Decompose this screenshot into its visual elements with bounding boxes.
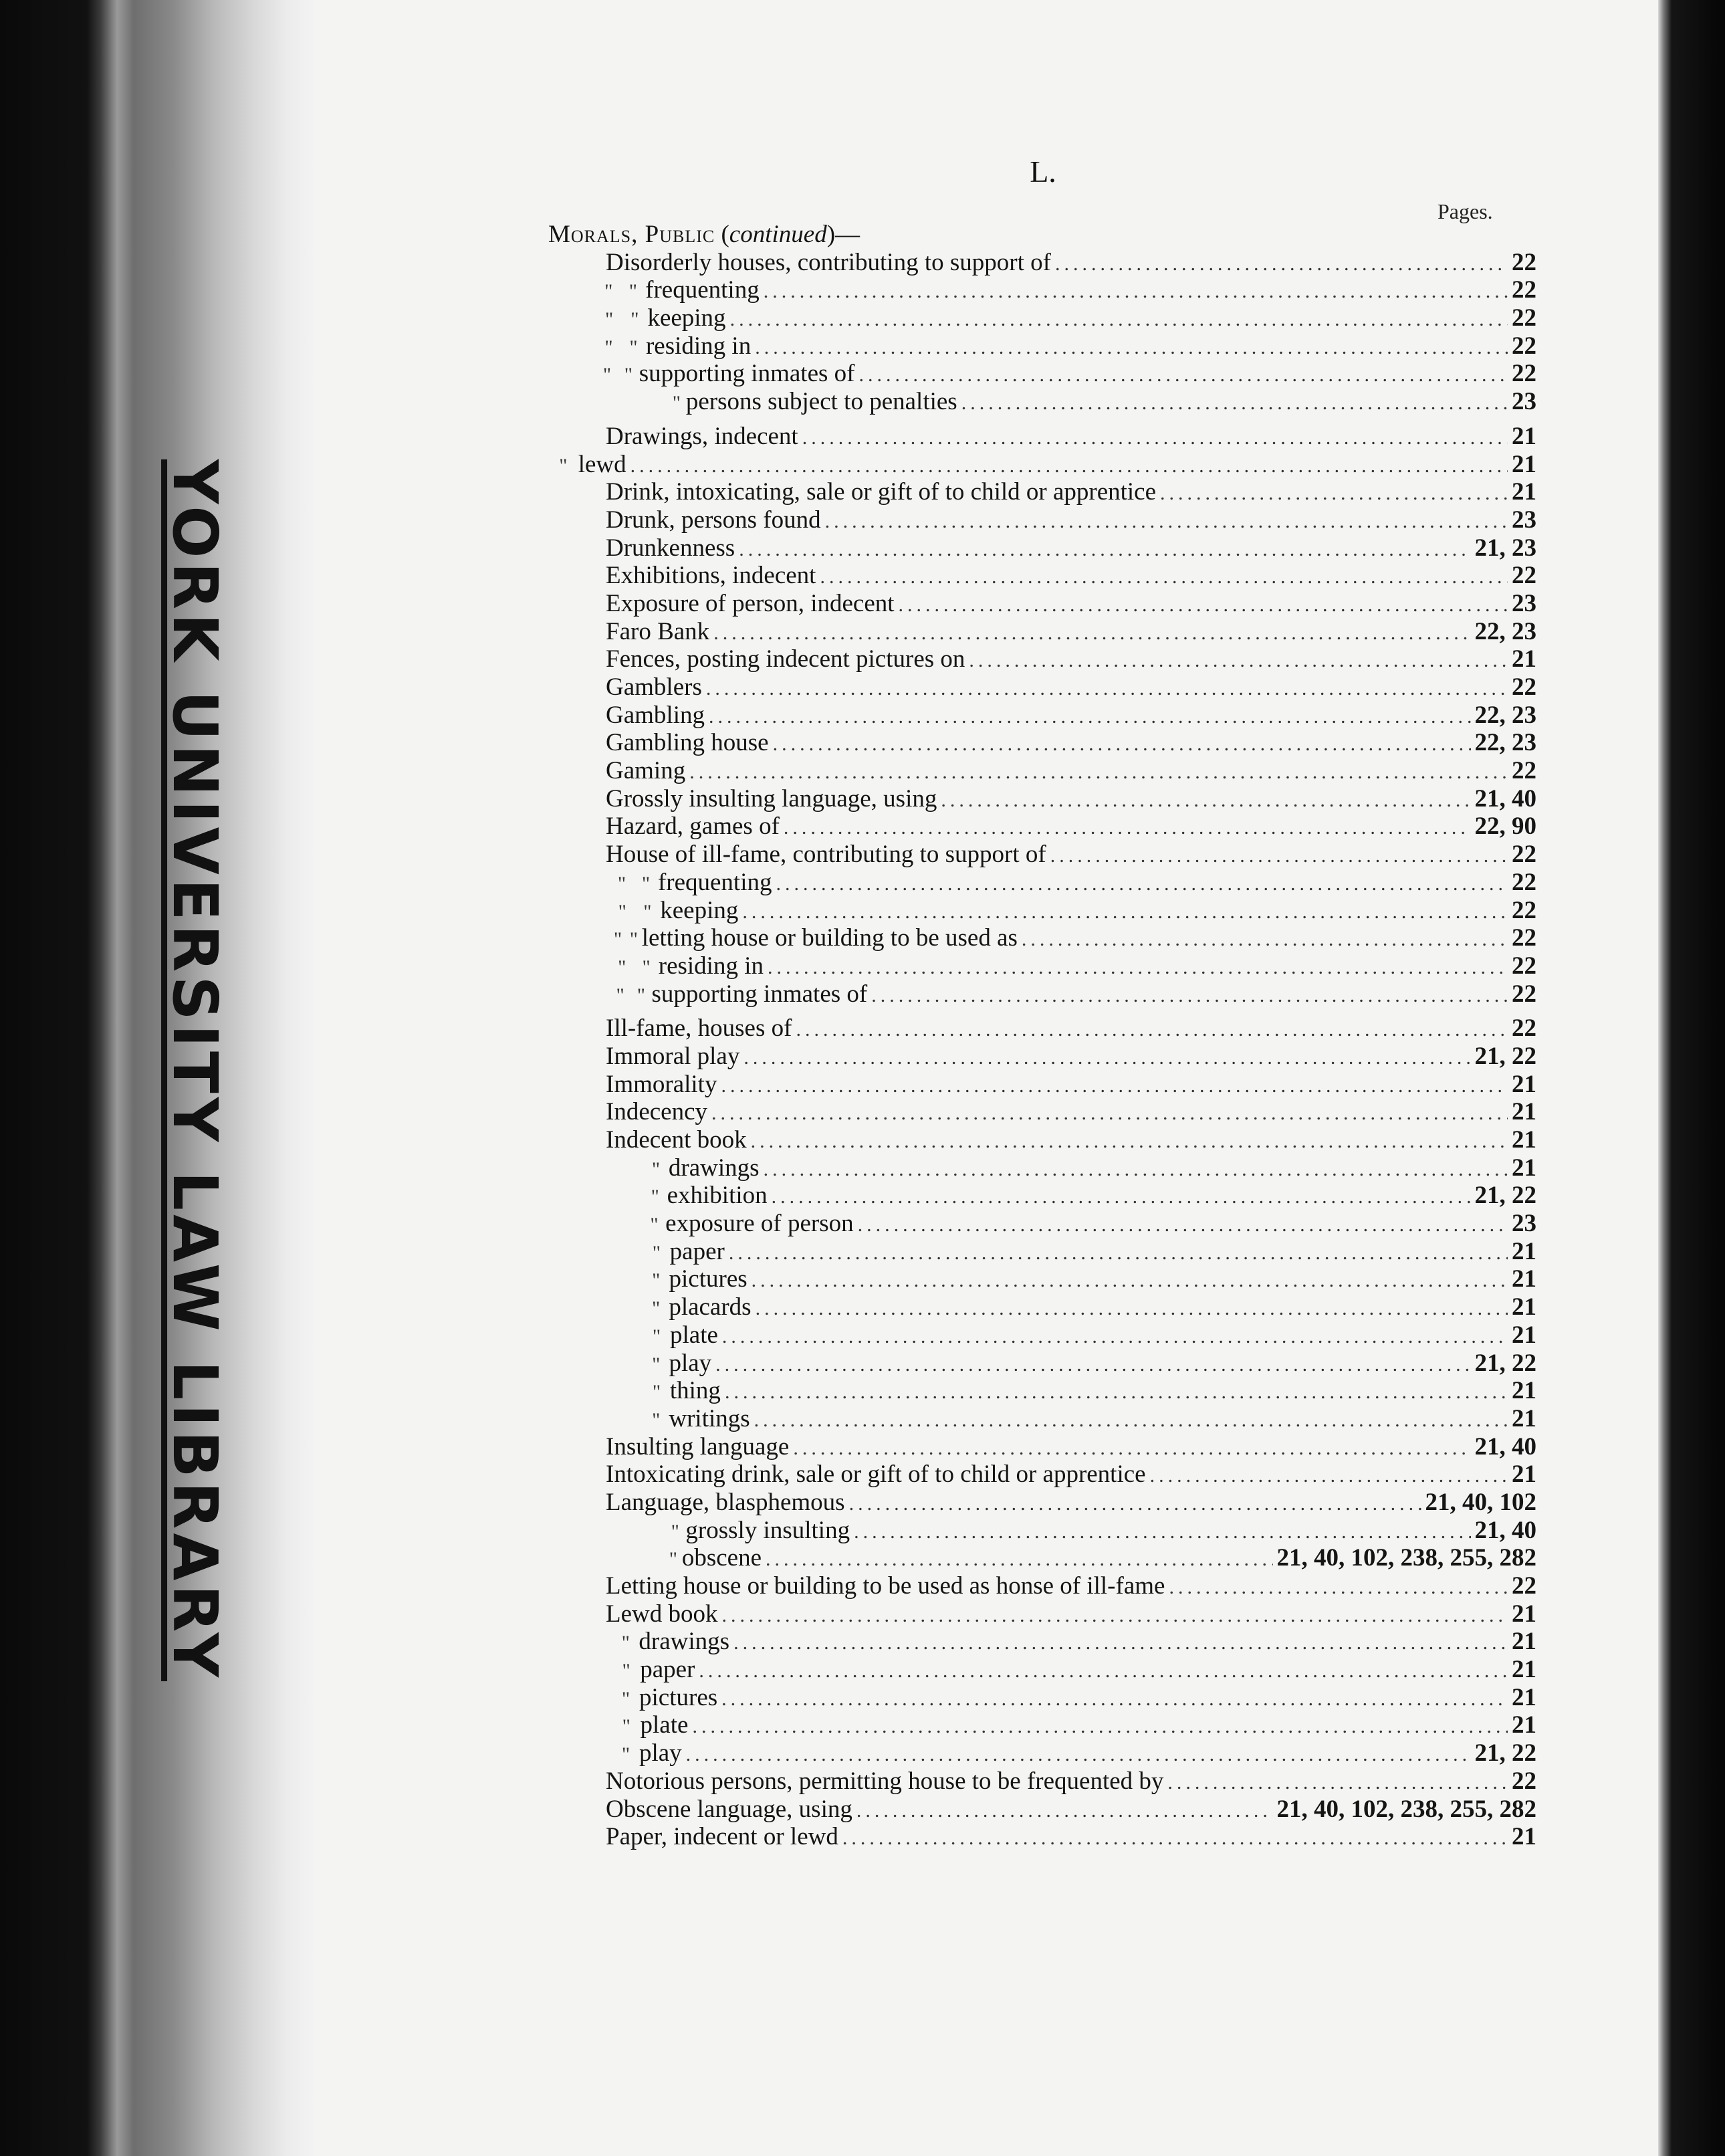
ditto-mark: " — [652, 1408, 661, 1431]
index-entry-pages: 22 — [1512, 896, 1536, 924]
index-entry-label: persons subject to penalties — [685, 388, 957, 416]
index-entry-label: plate — [640, 1711, 689, 1739]
ditto-mark: " — [629, 928, 638, 951]
index-entry-pages: 21 — [1512, 422, 1536, 450]
index-entry — [548, 534, 1536, 562]
index-entry-pages: 22 — [1512, 248, 1536, 276]
ditto-mark: " — [671, 1520, 679, 1543]
index-entry-pages: 22 — [1512, 924, 1536, 952]
leader-dots — [941, 786, 1470, 815]
leader-dots — [858, 361, 1508, 389]
leader-dots — [1022, 926, 1508, 954]
leader-dots — [849, 1490, 1421, 1518]
index-entry — [548, 1767, 1536, 1796]
ditto-mark: " — [629, 336, 638, 358]
index-entry — [548, 785, 1536, 813]
index-entry-pages: 21, 40 — [1474, 1432, 1536, 1461]
index-entry — [548, 1043, 1536, 1071]
index-entry-label: Faro Bank — [606, 617, 710, 645]
index-entry-label: Notorious persons, permitting house to be frequented by — [606, 1767, 1164, 1795]
index-entry-label: Insulting language — [606, 1432, 790, 1461]
index-entry-label: Hazard, games of — [606, 813, 780, 841]
index-entry-label: paper — [640, 1656, 695, 1684]
leader-dots — [768, 954, 1508, 982]
leader-dots — [776, 870, 1508, 898]
index-entry-pages: 23 — [1512, 589, 1536, 617]
index-entry — [548, 1377, 1536, 1405]
index-entries — [548, 221, 1536, 1851]
leader-dots — [722, 1602, 1508, 1630]
ditto-mark: " — [641, 872, 651, 895]
index-entry — [548, 1321, 1536, 1350]
leader-dots — [899, 591, 1508, 619]
index-entry-label: keeping — [660, 896, 739, 924]
leader-dots — [729, 1239, 1508, 1267]
index-entry — [548, 1517, 1536, 1545]
leader-dots — [630, 452, 1508, 480]
index-entry — [548, 952, 1536, 980]
ditto-mark: " — [604, 308, 614, 331]
index-entry — [548, 1098, 1536, 1126]
index-entry-pages: 21, 40 — [1474, 784, 1536, 813]
index-entry — [548, 1265, 1536, 1293]
index-entry-pages: 23 — [1512, 506, 1536, 534]
index-entry-label: Obscene language, using — [606, 1795, 852, 1823]
index-entry — [548, 980, 1536, 1008]
ditto-mark: " — [652, 1353, 661, 1376]
index-entry-label: Lewd book — [606, 1600, 718, 1628]
leader-dots — [773, 730, 1471, 758]
index-entry — [548, 1210, 1536, 1238]
index-entry-pages: 21, 22 — [1474, 1739, 1536, 1767]
index-entry-label: Disorderly houses, contributing to support of — [606, 248, 1051, 276]
index-entry-label: lewd — [578, 450, 626, 478]
ditto-mark: " — [617, 872, 626, 895]
index-entry — [548, 388, 1536, 416]
index-entry-label: Language, blasphemous — [606, 1488, 845, 1516]
index-entry-pages: 22 — [1512, 841, 1536, 869]
ditto-mark: " — [628, 280, 637, 303]
leader-dots — [721, 1685, 1508, 1713]
ditto-mark: " — [642, 956, 651, 978]
index-entry-pages: 22 — [1512, 1767, 1536, 1795]
index-entry-pages: 21 — [1512, 1293, 1536, 1321]
ditto-mark: " — [621, 1743, 630, 1766]
index-entry-label: letting house or building to be used as — [641, 924, 1018, 952]
ditto-mark: " — [652, 1297, 661, 1320]
index-entry-label: Intoxicating drink, sale or gift of to child or apprentice — [606, 1461, 1146, 1489]
index-entry-label: placards — [669, 1293, 752, 1321]
index-entry-label: Gambling — [606, 701, 705, 729]
leader-dots — [709, 703, 1471, 731]
index-entry-pages: 22 — [1512, 673, 1536, 701]
leader-dots — [752, 1267, 1508, 1295]
index-heading-continued: continued — [729, 221, 827, 248]
ditto-mark: " — [618, 900, 626, 923]
section-letter: L. — [1030, 154, 1056, 189]
index-entry-label: Letting house or building to be used as honse of ill-fame — [606, 1572, 1165, 1600]
index-entry — [548, 332, 1536, 360]
leader-dots — [858, 1211, 1508, 1239]
index-heading: Morals, Public ( continued ) — — [548, 221, 860, 248]
index-entry-label: thing — [669, 1377, 721, 1405]
index-entry-label: Ill-fame, houses of — [606, 1014, 792, 1043]
ditto-mark: " — [637, 984, 646, 1006]
index-entry-label: frequenting — [645, 276, 760, 304]
index-entry — [548, 1656, 1536, 1684]
index-entry-label: House of ill-fame, contributing to support of — [606, 841, 1046, 869]
index-entry — [548, 276, 1536, 304]
index-entry-label: supporting inmates of — [651, 980, 868, 1008]
index-entry-label: Exhibitions, indecent — [606, 562, 816, 590]
ditto-mark: " — [621, 1632, 630, 1654]
index-entry — [548, 841, 1536, 869]
index-entry — [548, 1238, 1536, 1266]
leader-dots — [820, 563, 1508, 591]
index-entry — [548, 1628, 1536, 1656]
index-entry — [548, 1739, 1536, 1767]
leader-dots — [711, 1099, 1508, 1127]
ditto-mark: " — [652, 1381, 661, 1404]
index-entry — [548, 1544, 1536, 1572]
ditto-mark: " — [559, 454, 568, 477]
index-entry-pages: 21 — [1512, 1265, 1536, 1293]
leader-dots — [730, 306, 1508, 334]
ditto-mark: " — [621, 1687, 630, 1710]
index-entry — [548, 451, 1536, 479]
index-entry — [548, 562, 1536, 590]
index-entry-pages: 21, 22 — [1474, 1042, 1536, 1070]
index-entry-label: Drink, intoxicating, sale or gift of to child or apprentice — [606, 478, 1157, 506]
index-entry — [548, 924, 1536, 952]
index-entry-pages: 21, 40, 102 — [1425, 1488, 1536, 1516]
leader-dots — [1167, 1769, 1508, 1797]
index-entry-label: frequenting — [657, 868, 772, 896]
leader-dots — [961, 389, 1508, 417]
index-entry — [548, 1126, 1536, 1154]
index-entry-label: play — [639, 1739, 682, 1767]
index-entry — [548, 1489, 1536, 1517]
leader-dots — [764, 278, 1508, 306]
index-entry-pages: 21 — [1512, 1628, 1536, 1656]
leader-dots — [1169, 1574, 1508, 1602]
index-entry-pages: 21 — [1512, 1823, 1536, 1851]
library-stamp-text: YORK UNIVERSITY LAW LIBRARY — [159, 459, 231, 1681]
leader-dots — [784, 814, 1471, 842]
index-entry-label: Exposure of person, indecent — [606, 589, 895, 617]
index-entry — [548, 590, 1536, 618]
ditto-mark: " — [604, 336, 613, 358]
index-entry — [548, 1823, 1536, 1851]
leader-dots — [725, 1378, 1508, 1406]
index-entry-label: Paper, indecent or lewd — [606, 1823, 838, 1851]
leader-dots — [1160, 479, 1508, 508]
index-entry-label: keeping — [647, 304, 726, 332]
index-entry — [548, 702, 1536, 730]
leader-dots — [699, 1657, 1508, 1685]
leader-dots — [802, 424, 1508, 452]
index-entry — [548, 897, 1536, 925]
index-entry-pages: 22 — [1512, 276, 1536, 304]
index-entry — [548, 1014, 1536, 1043]
index-entry-pages: 22, 23 — [1474, 701, 1536, 729]
ditto-mark: " — [630, 308, 639, 331]
index-entry — [548, 249, 1536, 277]
index-entry-label: play — [669, 1349, 712, 1377]
index-entry-pages: 22 — [1511, 332, 1536, 360]
index-entry — [548, 673, 1536, 702]
index-entry-pages: 21, 22 — [1474, 1182, 1536, 1210]
leader-dots — [871, 982, 1508, 1010]
index-entry — [548, 360, 1536, 388]
leader-dots — [756, 1295, 1508, 1323]
index-entry — [548, 1684, 1536, 1712]
index-entry-label: Immoral play — [606, 1042, 740, 1070]
ditto-mark: " — [672, 392, 681, 415]
index-entry — [548, 1796, 1536, 1824]
index-entry-pages: 21 — [1512, 1711, 1536, 1739]
leader-dots — [739, 536, 1470, 564]
index-entry-pages: 21 — [1512, 1404, 1536, 1432]
index-entry-pages: 21 — [1512, 645, 1536, 673]
index-entry-label: Gamblers — [606, 673, 702, 701]
index-entry — [548, 506, 1536, 534]
index-entry-label: plate — [670, 1321, 718, 1349]
index-entry-pages: 21 — [1512, 1321, 1536, 1349]
index-entry-label: Drunkenness — [606, 534, 735, 562]
index-heading-name: Morals, Public — [548, 221, 715, 248]
index-entry — [548, 1572, 1536, 1600]
index-entry-label: Immorality — [606, 1070, 717, 1098]
leader-dots — [733, 1629, 1508, 1657]
index-entry — [548, 1350, 1536, 1378]
leader-dots — [755, 334, 1508, 362]
index-entry-pages: 23 — [1512, 388, 1536, 416]
ditto-mark: " — [616, 984, 624, 1006]
ditto-mark: " — [604, 280, 613, 303]
index-entry — [548, 813, 1536, 841]
leader-dots — [1150, 1462, 1508, 1490]
page-right-edge — [1658, 0, 1725, 2156]
index-entry-label: pictures — [669, 1265, 748, 1293]
ditto-mark: " — [602, 364, 612, 387]
ditto-mark: " — [618, 956, 626, 978]
ditto-mark: " — [651, 1186, 659, 1208]
leader-dots — [854, 1518, 1470, 1546]
leader-dots — [743, 1044, 1470, 1072]
leader-dots — [842, 1824, 1508, 1852]
index-entry-label: Grossly insulting language, using — [606, 784, 937, 813]
index-entry-pages: 21 — [1512, 478, 1536, 506]
index-entry-label: exhibition — [667, 1182, 768, 1210]
index-entry-label: Drunk, persons found — [606, 506, 821, 534]
index-entry — [548, 1154, 1536, 1182]
index-entry-pages: 21 — [1512, 1683, 1536, 1711]
index-entry-label: residing in — [658, 952, 764, 980]
index-entry-label: pictures — [639, 1683, 718, 1711]
leader-dots — [706, 675, 1508, 703]
index-entry-pages: 21, 23 — [1474, 534, 1536, 562]
index-entry-pages: 21 — [1512, 1237, 1536, 1265]
ditto-mark: " — [669, 1548, 678, 1571]
index-entry — [548, 757, 1536, 785]
index-entry-pages: 21 — [1512, 1154, 1536, 1182]
leader-dots — [754, 1406, 1508, 1434]
ditto-mark: " — [652, 1269, 661, 1292]
index-entry — [548, 1405, 1536, 1433]
index-entry-pages: 22 — [1511, 980, 1536, 1008]
leader-dots — [969, 647, 1508, 675]
index-entry-label: Drawings, indecent — [606, 422, 798, 450]
index-entry-pages: 22 — [1511, 304, 1536, 332]
index-entry-label: Gaming — [606, 757, 686, 785]
library-stamp — [148, 459, 242, 1681]
ditto-mark: " — [622, 1660, 630, 1683]
leader-dots — [721, 1072, 1508, 1100]
index-entry-label: obscene — [681, 1544, 762, 1572]
ditto-mark: " — [613, 928, 622, 951]
index-entry-pages: 21 — [1512, 1126, 1536, 1154]
leader-dots — [692, 1713, 1508, 1741]
index-entry-label: Fences, posting indecent pictures on — [606, 645, 965, 673]
index-entry — [548, 1182, 1536, 1210]
index-entry-label: paper — [669, 1237, 725, 1265]
leader-dots — [793, 1434, 1470, 1463]
ditto-mark: " — [643, 900, 652, 923]
index-entry-pages: 21 — [1512, 1600, 1536, 1628]
index-entry-label: Gambling house — [606, 729, 769, 757]
index-entry — [548, 478, 1536, 506]
ditto-mark: " — [652, 1241, 661, 1264]
leader-dots — [713, 619, 1470, 647]
index-entry — [548, 1071, 1536, 1099]
index-entry-pages: 22 — [1512, 360, 1536, 388]
index-entry — [548, 645, 1536, 673]
index-entry — [548, 618, 1536, 646]
index-entry-label: supporting inmates of — [639, 360, 855, 388]
index-entry-label: Indecent book — [606, 1126, 747, 1154]
index-entry-pages: 21, 40, 102, 238, 255, 282 — [1276, 1544, 1536, 1572]
index-entry-pages: 22, 23 — [1474, 617, 1536, 645]
index-entry-pages: 21 — [1512, 1377, 1536, 1405]
ditto-mark: " — [651, 1158, 661, 1180]
index-entry-label: drawings — [639, 1628, 730, 1656]
index-entry-label: Indecency — [606, 1098, 708, 1126]
index-entry-label: grossly insulting — [685, 1516, 850, 1544]
pages-column-heading: Pages. — [1438, 199, 1493, 223]
index-entry — [548, 423, 1536, 451]
index-entry-pages: 21 — [1512, 1461, 1536, 1489]
index-entry — [548, 1600, 1536, 1628]
leader-dots — [856, 1797, 1273, 1825]
index-entry-list — [548, 249, 1536, 1851]
leader-dots — [751, 1127, 1508, 1156]
ditto-mark: " — [650, 1214, 659, 1236]
index-entry-pages: 21, 22 — [1474, 1349, 1536, 1377]
index-entry-pages: 22 — [1512, 1572, 1536, 1600]
index-entry-pages: 21 — [1512, 1070, 1536, 1098]
index-entry-pages: 22 — [1512, 868, 1537, 896]
index-entry — [548, 729, 1536, 757]
index-entry-pages: 21 — [1512, 1098, 1536, 1126]
index-heading-suffix: — — [835, 221, 860, 248]
index-entry-label: writings — [669, 1404, 750, 1432]
index-entry — [548, 1461, 1536, 1489]
index-entry-pages: 22 — [1512, 757, 1536, 785]
leader-dots — [796, 1016, 1508, 1044]
index-entry-pages: 22 — [1512, 562, 1536, 590]
index-entry-label: residing in — [645, 332, 752, 360]
leader-dots — [772, 1183, 1471, 1211]
index-entry-pages: 21 — [1512, 1656, 1536, 1684]
leader-dots — [825, 508, 1508, 536]
index-entry-pages: 22, 90 — [1474, 813, 1536, 841]
leader-dots — [689, 758, 1508, 786]
index-entry — [548, 1711, 1536, 1739]
leader-dots — [1055, 250, 1508, 278]
index-entry-pages: 21, 40 — [1474, 1516, 1536, 1544]
index-entry-pages: 21 — [1512, 450, 1536, 478]
leader-dots — [686, 1741, 1471, 1769]
index-entry-pages: 22, 23 — [1474, 729, 1536, 757]
ditto-mark: " — [624, 364, 632, 387]
index-entry-pages: 21, 40, 102, 238, 255, 282 — [1276, 1795, 1536, 1823]
ditto-mark: " — [622, 1715, 630, 1738]
book-spine-edge — [0, 0, 314, 2156]
leader-dots — [715, 1351, 1470, 1379]
index-entry-label: exposure of person — [665, 1210, 854, 1238]
index-entry-pages: 22 — [1512, 1014, 1536, 1043]
leader-dots — [764, 1156, 1508, 1184]
index-entry-pages: 23 — [1512, 1210, 1536, 1238]
ditto-mark: " — [652, 1325, 661, 1348]
index-entry — [548, 1293, 1536, 1321]
leader-dots — [742, 898, 1508, 926]
index-entry — [548, 304, 1536, 332]
leader-dots — [766, 1545, 1273, 1574]
index-entry — [548, 1433, 1536, 1461]
index-entry-label: drawings — [668, 1154, 760, 1182]
index-entry — [548, 869, 1536, 897]
leader-dots — [1050, 842, 1508, 870]
index-entry-pages: 22 — [1512, 952, 1536, 980]
leader-dots — [722, 1323, 1508, 1351]
